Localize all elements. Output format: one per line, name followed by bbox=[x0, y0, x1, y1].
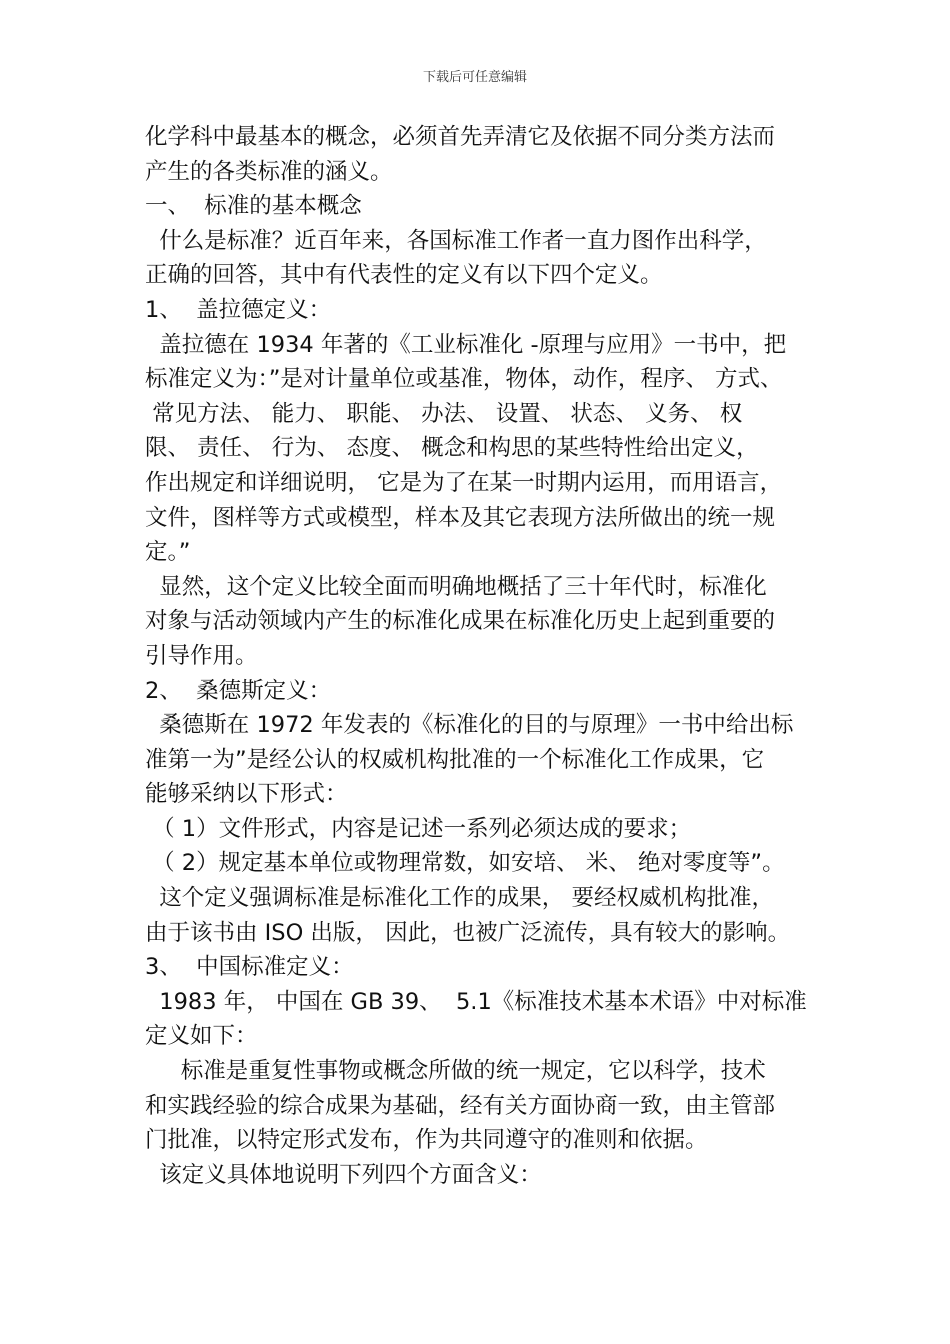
text-line: 对象与活动领域内产生的标准化成果在标准化历史上起到重要的 bbox=[145, 608, 776, 635]
text-line: 这个定义强调标准是标准化工作的成果， 要经权威机构批准， bbox=[145, 885, 774, 912]
subsection-heading: 3、 中国标准定义： bbox=[145, 954, 354, 981]
text-line: 标准定义为：”是对计量单位或基准，物体，动作，程序、 方式、 bbox=[145, 366, 783, 393]
text-line: 作出规定和详细说明， 它是为了在某一时期内运用，而用语言， bbox=[145, 469, 783, 496]
subsection-heading: 1、 盖拉德定义： bbox=[145, 296, 332, 323]
text-line: 正确的回答，其中有代表性的定义有以下四个定义。 bbox=[145, 262, 663, 289]
text-line: 由于该书由 ISO 出版， 因此，也被广泛流传，具有较大的影响。 bbox=[145, 919, 791, 946]
text-line: 该定义具体地说明下列四个方面含义： bbox=[145, 1161, 542, 1188]
document-body bbox=[145, 120, 815, 1192]
text-line: 门批准，以特定形式发布，作为共同遵守的准则和依据。 bbox=[145, 1127, 708, 1154]
text-line: 什么是标准？近百年来，各国标准工作者一直力图作出科学， bbox=[145, 227, 767, 254]
text-line: 盖拉德在 1934 年著的《工业标准化 -原理与应用》一书中，把 bbox=[145, 331, 787, 358]
text-line: 能够采纳以下形式： bbox=[145, 781, 348, 808]
text-line: 常见方法、 能力、 职能、 办法、 设置、 状态、 义务、 权 bbox=[145, 400, 743, 427]
section-heading: 一、 标准的基本概念 bbox=[145, 193, 362, 220]
text-line: 1983 年， 中国在 GB 39、 5.1《标准技术基本术语》中对标准 bbox=[145, 988, 807, 1015]
list-item: （ 1）文件形式，内容是记述一系列必须达成的要求； bbox=[145, 815, 692, 842]
text-line: 定。” bbox=[145, 539, 191, 566]
text-line: 引导作用。 bbox=[145, 642, 258, 669]
text-line: 定义如下： bbox=[145, 1023, 258, 1050]
text-line: 标准是重复性事物或概念所做的统一规定，它以科学，技术 bbox=[145, 1058, 766, 1085]
text-line: 桑德斯在 1972 年发表的《标准化的目的与原理》一书中给出标 bbox=[145, 712, 794, 739]
list-item: （ 2）规定基本单位或物理常数，如安培、 米、 绝对零度等”。 bbox=[145, 850, 785, 877]
text-line: 产生的各类标准的涵义。 bbox=[145, 158, 393, 185]
text-line: 和实践经验的综合成果为基础，经有关方面协商一致，由主管部 bbox=[145, 1092, 776, 1119]
header-note: 下载后可任意编辑 bbox=[422, 70, 527, 85]
text-line: 限、 责任、 行为、 态度、 概念和构思的某些特性给出定义， bbox=[145, 435, 759, 462]
text-line: 准第一为”是经公认的权威机构批准的一个标准化工作成果，它 bbox=[145, 746, 765, 773]
text-line: 化学科中最基本的概念，必须首先弄清它及依据不同分类方法而 bbox=[145, 124, 776, 150]
text-line: 文件，图样等方式或模型，样本及其它表现方法所做出的统一规 bbox=[145, 504, 776, 531]
subsection-heading: 2、 桑德斯定义： bbox=[145, 677, 332, 704]
text-line: 显然，这个定义比较全面而明确地概括了三十年代时，标准化 bbox=[145, 573, 767, 600]
